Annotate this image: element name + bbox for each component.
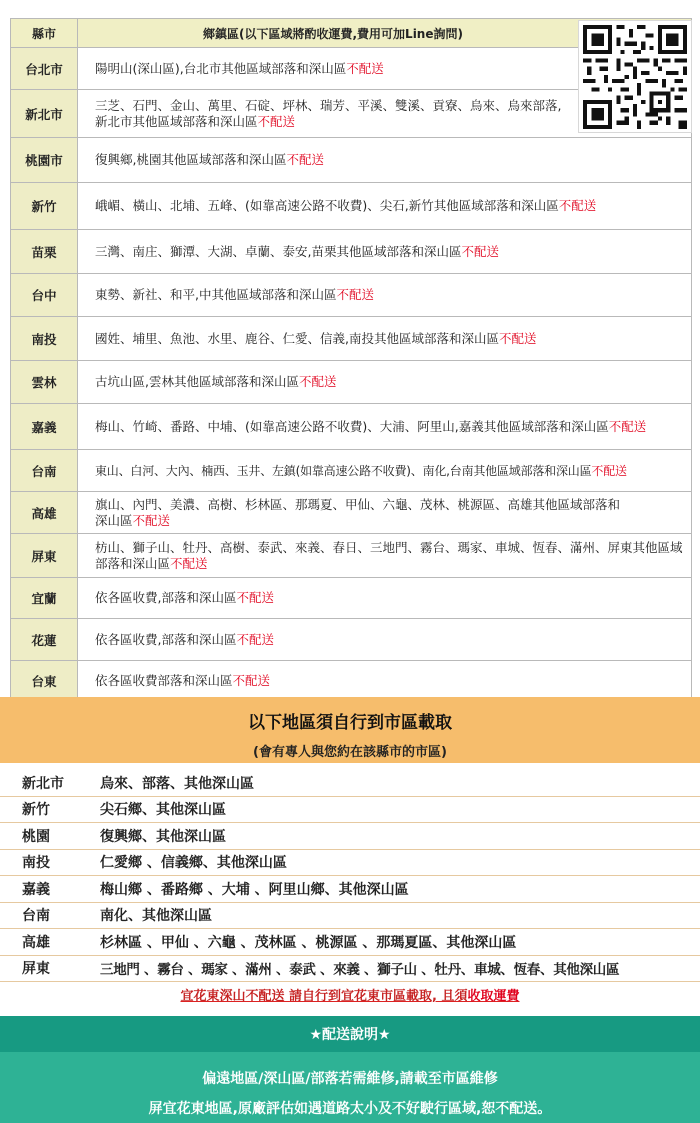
area-text: 三芝、石門、金山、萬里、石碇、坪林、瑞芳、平溪、雙溪、貢寮、烏來、烏來部落, [95, 97, 562, 113]
pickup-city: 新北市 [22, 775, 64, 792]
pickup-areas: 梅山鄉 、番路鄉 、大埔 、阿里山鄉、其他深山區 [100, 881, 409, 898]
row-area [78, 138, 691, 182]
table-row [11, 619, 691, 661]
row-city: 台南 [11, 450, 78, 491]
table-row [11, 317, 691, 361]
area-text: 新北市其他區域部落和深山區 [95, 113, 258, 129]
row-city: 南投 [11, 317, 78, 360]
row-city: 高雄 [11, 492, 78, 533]
row-area [78, 619, 691, 660]
no-delivery-label: 不配送 [461, 243, 499, 259]
area-text: 依各區收費,部落和深山區 [95, 590, 237, 605]
list-item [0, 956, 700, 983]
no-delivery-label: 不配送 [286, 152, 324, 167]
row-city: 花蓮 [11, 619, 78, 660]
table-row [11, 578, 691, 619]
pickup-areas: 復興鄉、其他深山區 [100, 828, 226, 845]
row-city: 雲林 [11, 361, 78, 403]
row-city: 台中 [11, 274, 78, 316]
table-row [11, 361, 691, 404]
table-row [11, 138, 691, 183]
header-area: 鄉鎮區(以下區域將酌收運費,費用可加Line詢問) [203, 26, 463, 41]
no-delivery-label: 不配送 [336, 287, 374, 302]
table-row [11, 404, 691, 450]
area-text: 依各區收費,部落和深山區 [95, 631, 237, 647]
header-city: 縣市 [11, 19, 78, 47]
row-area [78, 492, 691, 533]
pickup-city: 新竹 [22, 802, 50, 819]
table-row [11, 450, 691, 492]
row-city: 台北市 [11, 48, 78, 89]
row-area [78, 274, 691, 316]
list-item [0, 797, 700, 824]
row-city: 新竹 [11, 183, 78, 229]
no-delivery-label: 不配送 [236, 590, 274, 605]
pickup-city: 台南 [22, 908, 50, 925]
pickup-areas: 仁愛鄉 、信義鄉、其他深山區 [100, 855, 287, 872]
area-text: 古坑山區,雲林其他區域部落和深山區 [95, 374, 299, 389]
row-area [78, 578, 691, 618]
pickup-areas: 烏來、部落、其他深山區 [100, 775, 254, 792]
area-text: 復興鄉,桃園其他區域部落和深山區 [95, 152, 287, 167]
area-text: 旗山、內門、美濃、高樹、杉林區、那瑪夏、甲仙、六龜、茂林、桃源區、高雄其他區域部落和 [95, 496, 621, 512]
area-text: 深山區 [95, 512, 133, 528]
area-text: 枋山、獅子山、牡丹、高樹、泰武、來義、春日、三地門、霧台、瑪家、車城、恆春、滿州、屏東其他區域 [95, 539, 683, 555]
area-text: 三灣、南庄、獅潭、大湖、卓蘭、泰安,苗栗其他區域部落和深山區 [95, 243, 462, 259]
no-delivery-label: 不配送 [170, 555, 208, 571]
area-text: 東勢、新社、和平,中其他區域部落和深山區 [95, 287, 337, 302]
row-area [78, 183, 691, 229]
self-pickup-banner [0, 697, 700, 763]
area-text: 部落和深山區 [95, 555, 171, 571]
note-part1: 宜花東深山不配送 [180, 989, 285, 1004]
pickup-areas: 三地門 、霧台 、瑪家 、滿州 、泰武 、來義 、獅子山 、牡丹、車城、恆春、其他深山區 [100, 962, 620, 979]
table-row [11, 183, 691, 230]
line-qr-code[interactable] [578, 20, 692, 133]
area-text: 陽明山(深山區),台北市其他區域部落和深山區 [95, 60, 347, 76]
list-item [0, 850, 700, 877]
pickup-city: 嘉義 [22, 881, 50, 898]
no-delivery-note [0, 985, 700, 1004]
pickup-areas: 杉林區 、甲仙 、六龜 、茂林區 、桃源區 、那瑪夏區、其他深山區 [100, 934, 517, 951]
no-delivery-label: 不配送 [298, 374, 337, 389]
row-city: 新北市 [11, 90, 78, 137]
no-delivery-label: 不配送 [498, 330, 537, 346]
table-row [11, 274, 691, 317]
row-area [78, 450, 691, 491]
delivery-notes-body [0, 1052, 700, 1123]
area-text: 梅山、竹崎、番路、中埔、(如靠高速公路不收費)、大浦、阿里山,嘉義其他區域部落和深山區 [95, 418, 609, 434]
row-city: 嘉義 [11, 404, 78, 449]
list-item [0, 770, 700, 797]
row-city: 台東 [11, 661, 78, 701]
delivery-notes-title: ★配送說明★ [0, 1016, 700, 1052]
table-row [11, 534, 691, 578]
note-part3: 收取運費 [467, 989, 520, 1004]
row-city: 宜蘭 [11, 578, 78, 618]
no-delivery-label: 不配送 [558, 198, 597, 213]
list-item [0, 929, 700, 956]
row-city: 桃園市 [11, 138, 78, 182]
row-city: 屏東 [11, 534, 78, 577]
row-area [78, 404, 691, 449]
area-text: 國姓、埔里、魚池、水里、鹿谷、仁愛、信義,南投其他區域部落和深山區 [95, 330, 499, 346]
table-row [11, 492, 691, 534]
list-item [0, 903, 700, 930]
row-city: 苗栗 [11, 230, 78, 273]
pickup-city: 屏東 [22, 961, 50, 978]
no-delivery-label: 不配送 [608, 418, 647, 434]
row-area [78, 661, 691, 701]
no-delivery-label: 不配送 [257, 113, 296, 129]
notes-line-2: 屏宜花東地區,原廠評估如遇道路太小及不好駛行區域,恕不配送。 [148, 1101, 552, 1117]
area-text: 東山、白河、大內、楠西、玉井、左鎮(如靠高速公路不收費)、南化,台南其他區域部落和深山區 [95, 463, 592, 478]
row-area [78, 230, 691, 273]
no-delivery-label: 不配送 [236, 631, 274, 647]
notes-line-1: 偏遠地區/深山區/部落若需維修,請載至市區維修 [202, 1071, 498, 1087]
row-area [78, 534, 691, 577]
note-part2: 請自行到宜花東市區載取, 且須 [289, 989, 468, 1004]
pickup-city: 南投 [22, 855, 50, 872]
table-row [11, 661, 691, 702]
list-item [0, 823, 700, 850]
no-delivery-label: 不配送 [232, 673, 271, 688]
no-delivery-label: 不配送 [132, 512, 171, 528]
pickup-city: 高雄 [22, 934, 50, 951]
row-area [78, 317, 691, 360]
table-row [11, 230, 691, 274]
banner-subtitle: (會有專人與您約在該縣市的市區) [253, 745, 447, 760]
pickup-city: 桃園 [22, 828, 50, 845]
no-delivery-label: 不配送 [591, 463, 627, 478]
pickup-areas: 南化、其他深山區 [100, 908, 212, 925]
area-text: 峨嵋、橫山、北埔、五峰、(如靠高速公路不收費)、尖石,新竹其他區域部落和深山區 [95, 198, 559, 213]
area-text: 依各區收費部落和深山區 [95, 673, 233, 688]
row-area [78, 361, 691, 403]
qr-code-icon [583, 25, 687, 129]
no-delivery-label: 不配送 [346, 60, 384, 76]
pickup-areas: 尖石鄉、其他深山區 [100, 802, 226, 819]
pickup-list [0, 770, 700, 982]
banner-title: 以下地區須自行到市區載取 [248, 713, 452, 733]
list-item [0, 876, 700, 903]
